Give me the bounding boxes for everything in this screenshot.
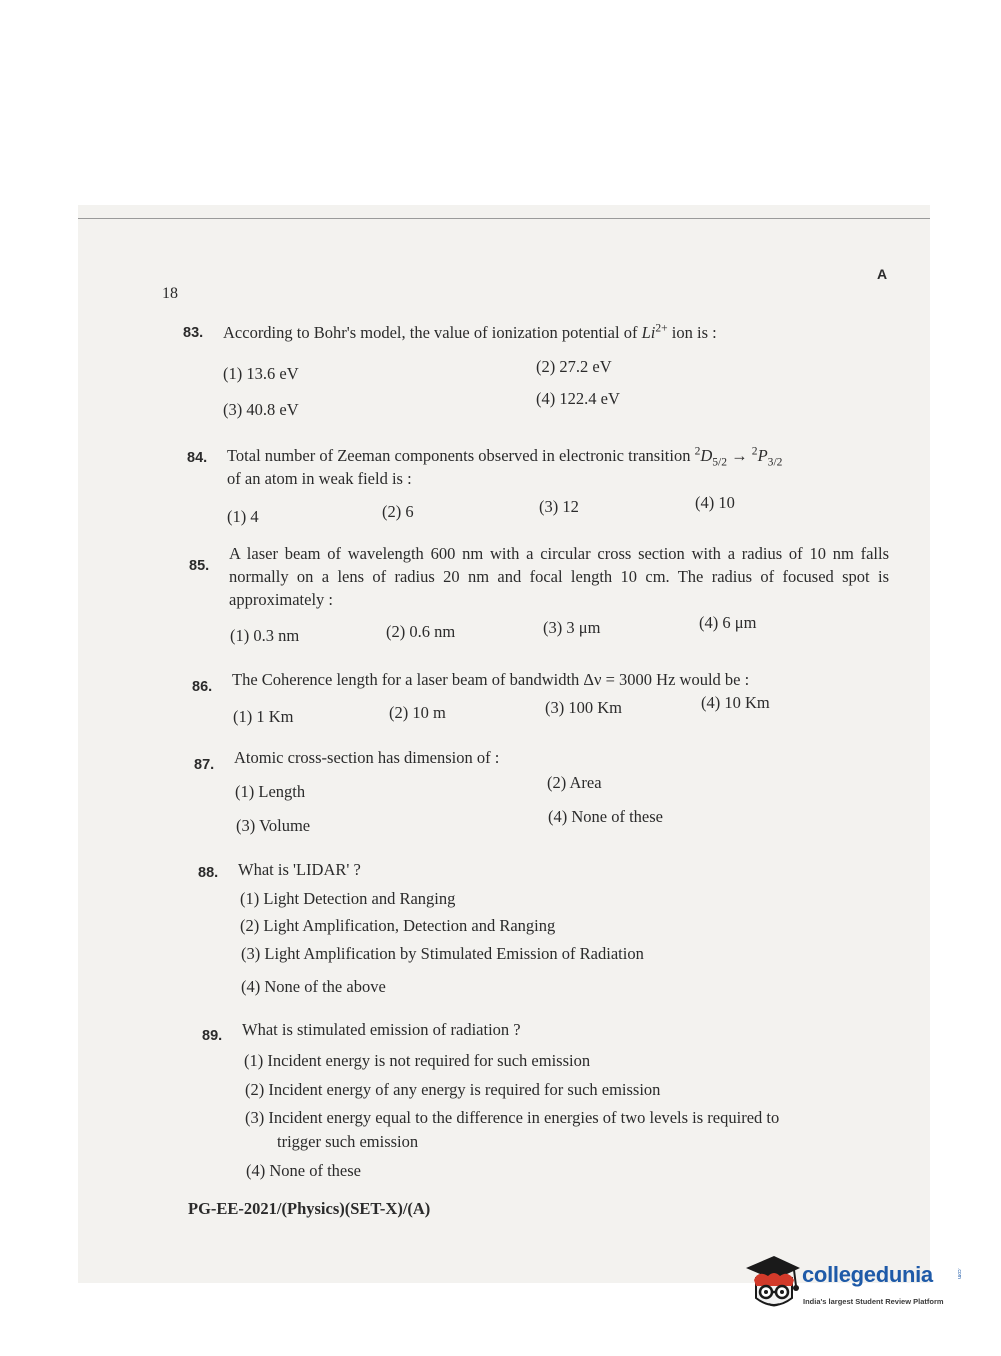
option-3: (3) 3 μm: [543, 618, 601, 637]
option-1: (1) 4: [227, 507, 259, 526]
logo-wordmark: collegedunia: [802, 1262, 933, 1287]
option-4: (4) 122.4 eV: [536, 389, 620, 408]
question-text: What is stimulated emission of radiation ?: [242, 1020, 521, 1039]
option-3: (3) Incident energy equal to the difference in energies of two levels is required to: [245, 1108, 780, 1127]
question-text-line2: of an atom in weak field is :: [227, 469, 412, 488]
option-2: (2) 6: [382, 502, 414, 521]
footer-code: PG-EE-2021/(Physics)(SET-X)/(A): [188, 1199, 431, 1218]
option-3-continued: trigger such emission: [277, 1132, 419, 1151]
option-2: (2) 10 m: [389, 703, 446, 722]
option-1: (1) Length: [235, 782, 306, 801]
option-4: (4) None of these: [548, 807, 664, 826]
option-4: (4) 10: [695, 493, 735, 512]
option-1: (1) 0.3 nm: [230, 626, 300, 645]
question-number: 86.: [192, 679, 213, 695]
question-number: 85.: [189, 558, 210, 574]
question-89: [202, 1013, 907, 1188]
question-number: 87.: [194, 757, 215, 773]
option-4: (4) None of the above: [241, 977, 386, 996]
option-2: (2) 27.2 eV: [536, 357, 612, 376]
option-4: (4) 10 Km: [701, 693, 770, 712]
question-84: [187, 440, 892, 530]
option-3: (3) 40.8 eV: [223, 400, 299, 419]
question-87: [194, 742, 854, 842]
logo-domain-suffix: .com: [956, 1268, 962, 1279]
logo-tagline: India's largest Student Review Platform: [803, 1297, 944, 1306]
option-3: (3) Light Amplification by Stimulated Emission of Radiation: [241, 944, 644, 963]
student-mascot-icon: [744, 1250, 802, 1322]
option-1: (1) Incident energy is not required for such emission: [244, 1051, 591, 1070]
question-text: According to Bohr's model, the value of ionization potential of $Li^{2+}$ ion is :: [223, 322, 717, 342]
question-number: 88.: [198, 865, 219, 881]
option-4: (4) 6 μm: [699, 613, 757, 632]
question-85: [189, 530, 894, 645]
option-2: (2) Area: [547, 773, 602, 792]
set-letter: A: [877, 266, 888, 282]
option-1: (1) 13.6 eV: [223, 364, 299, 383]
option-3: (3) Volume: [236, 816, 311, 835]
option-4: (4) None of these: [246, 1161, 362, 1180]
question-text: A laser beam of wavelength 600 nm with a circular cross section with a radius of 10 nm falls normally on a lens of radius 20 nm and focal length 10 cm. The radius of focused spot is approximately :: [229, 544, 889, 609]
question-83: [183, 321, 843, 419]
option-2: (2) Light Amplification, Detection and Ranging: [240, 916, 556, 935]
header-rule: [78, 218, 930, 219]
option-1: (1) Light Detection and Ranging: [240, 889, 456, 908]
collegedunia-logo: [744, 1250, 974, 1322]
question-text: Atomic cross-section has dimension of :: [234, 748, 500, 767]
question-86: [192, 663, 852, 733]
question-88: [198, 856, 858, 1001]
question-text: Total number of Zeeman components observed in electronic transition $^2D_{5/2} \to ^2P_{3/2}$: [227, 445, 783, 469]
option-3: (3) 100 Km: [545, 698, 622, 717]
option-3: (3) 12: [539, 497, 579, 516]
option-2: (2) 0.6 nm: [386, 622, 456, 641]
question-number: 89.: [202, 1028, 223, 1044]
question-number: 83.: [183, 325, 204, 341]
page-number: 18: [162, 285, 178, 302]
question-text: What is 'LIDAR' ?: [238, 860, 361, 879]
option-1: (1) 1 Km: [233, 707, 294, 726]
option-2: (2) Incident energy of any energy is required for such emission: [245, 1080, 661, 1099]
question-number: 84.: [187, 450, 208, 466]
question-text: The Coherence length for a laser beam of bandwidth Δν = 3000 Hz would be :: [232, 670, 750, 689]
